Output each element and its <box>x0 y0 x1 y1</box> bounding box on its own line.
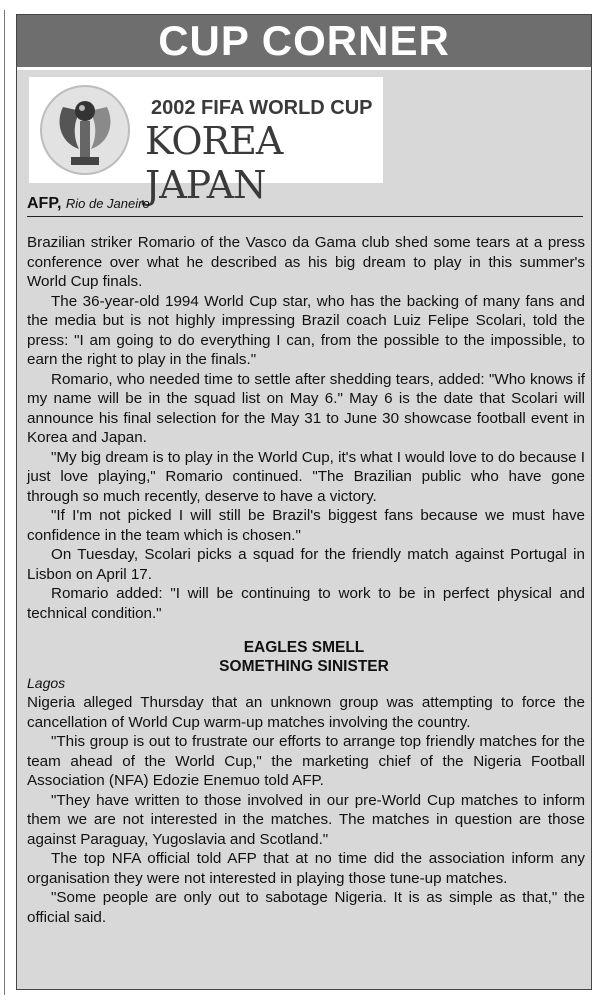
story-paragraph: "If I'm not picked I will still be Brazil's biggest fans because we must have confidence in the team which is chosen." <box>27 507 585 544</box>
story-paragraph: "They have written to those involved in our pre-World Cup matches to inform them we are not interested in the matches. The matches in question are those against Paraguay, Yugoslavia and Scotland." <box>27 791 585 848</box>
story-paragraph: The top NFA official told AFP that at no time did the association inform any organisation they were not interested in playing those tune-up matches. <box>27 850 585 887</box>
logo-line-1: 2002 FIFA WORLD CUP <box>151 97 373 119</box>
headline-line-1: EAGLES SMELL <box>243 639 365 656</box>
romario-story <box>27 233 585 623</box>
lagos-dateline: Lagos <box>27 675 66 691</box>
story-paragraph: Nigeria alleged Thursday that an unknown group was attempting to force the cancellation of World Cup warm-up matches involving the country. <box>27 694 585 731</box>
story-paragraph: The 36-year-old 1994 World Cup star, who has the backing of many fans and the media but is not highly impressing Brazil coach Luiz Felipe Scolari, told the press: "I am going to do everything I can, from the possible to the impossible, to earn the right to play in the finals." <box>27 292 585 368</box>
story-paragraph: "My big dream is to play in the World Cup, it's what I would love to do because I just love playing," Romario continued. "The Brazilian public who have gone through so much recently, deserve to have a victory. <box>27 448 585 505</box>
story-paragraph: Romario, who needed time to settle after shedding tears, added: "Who knows if my name will be in the squad list on May 6." May 6 is the date that Scolari will announce his final selection for the May 31 to June 30 showcase football event in Korea and Japan. <box>27 370 585 446</box>
dateline-place: Rio de Janeiro <box>65 196 150 211</box>
story-paragraph: Romario added: "I will be continuing to work to be in perfect physical and technical condition." <box>27 585 585 622</box>
left-margin-rule <box>4 10 5 995</box>
story-paragraph: On Tuesday, Scolari picks a squad for the friendly match against Portugal in Lisbon on April 17. <box>27 546 585 583</box>
eagles-headline <box>17 638 591 676</box>
headline-line-2: SOMETHING SINISTER <box>219 658 389 675</box>
dateline <box>27 195 583 213</box>
story-paragraph: Brazilian striker Romario of the Vasco da Gama club shed some tears at a press conference over what he described as his big dream to play in this summer's World Cup finals. <box>27 234 585 290</box>
logo-line-2: KOREA JAPAN <box>145 119 283 207</box>
trophy-icon <box>33 81 137 179</box>
cup-corner-page <box>16 14 592 990</box>
page-title: CUP CORNER <box>17 15 591 70</box>
dateline-divider <box>27 216 583 217</box>
story-paragraph: "Some people are only out to sabotage Nigeria. It is as simple as that," the official said. <box>27 889 585 926</box>
story-paragraph: "This group is out to frustrate our efforts to arrange top friendly matches for the team ahead of the World Cup," the marketing chief of the Nigeria Football Association (NFA) Edozie Enemuo told AFP. <box>27 733 585 789</box>
nigeria-story <box>27 693 585 927</box>
agency-label: AFP, <box>27 195 62 212</box>
